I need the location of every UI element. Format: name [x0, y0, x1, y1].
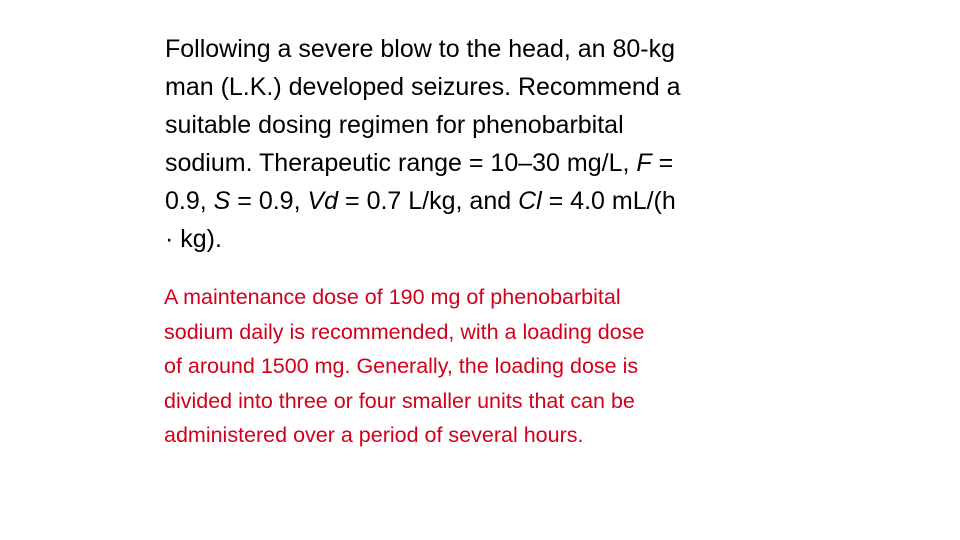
answer-line-4: divided into three or four smaller units that can be	[164, 388, 635, 413]
Cl-unit: L/(h	[632, 187, 676, 215]
Cl-value: = 4.0 m	[541, 187, 633, 215]
answer-line-5: administered over a period of several hours.	[164, 423, 584, 447]
question-line-6: · kg).	[165, 225, 222, 253]
question-line-1: Following a severe blow to the head, an 80-kg	[165, 35, 676, 63]
S-value: = 0.9,	[230, 187, 308, 215]
question-line-5	[165, 182, 845, 220]
equals-sign: =	[651, 149, 674, 177]
Vd-value: = 0.7 L/kg, and	[338, 187, 519, 215]
question-line-2: man (L.K.) developed seizures. Recommend a	[165, 73, 681, 101]
F-value: 0.9,	[165, 187, 214, 215]
question-text	[165, 30, 845, 258]
question-line-3: suitable dosing regimen for phenobarbital	[165, 111, 624, 139]
answer-line-3: of around 1500 mg. Generally, the loading dose is	[164, 354, 639, 378]
question-line-4	[165, 144, 845, 182]
answer-line-1: A maintenance dose of 190 mg of phenobarbital	[164, 285, 621, 309]
variable-Vd: Vd	[307, 187, 339, 215]
variable-S: S	[213, 187, 231, 215]
answer-text	[164, 280, 804, 453]
answer-line-2: sodium daily is recommended, with a loading dose	[164, 319, 645, 344]
variable-F: F	[636, 149, 652, 177]
therapeutic-range-text: sodium. Therapeutic range = 10–30 mg/L,	[165, 149, 637, 177]
variable-Cl: Cl	[518, 187, 542, 215]
